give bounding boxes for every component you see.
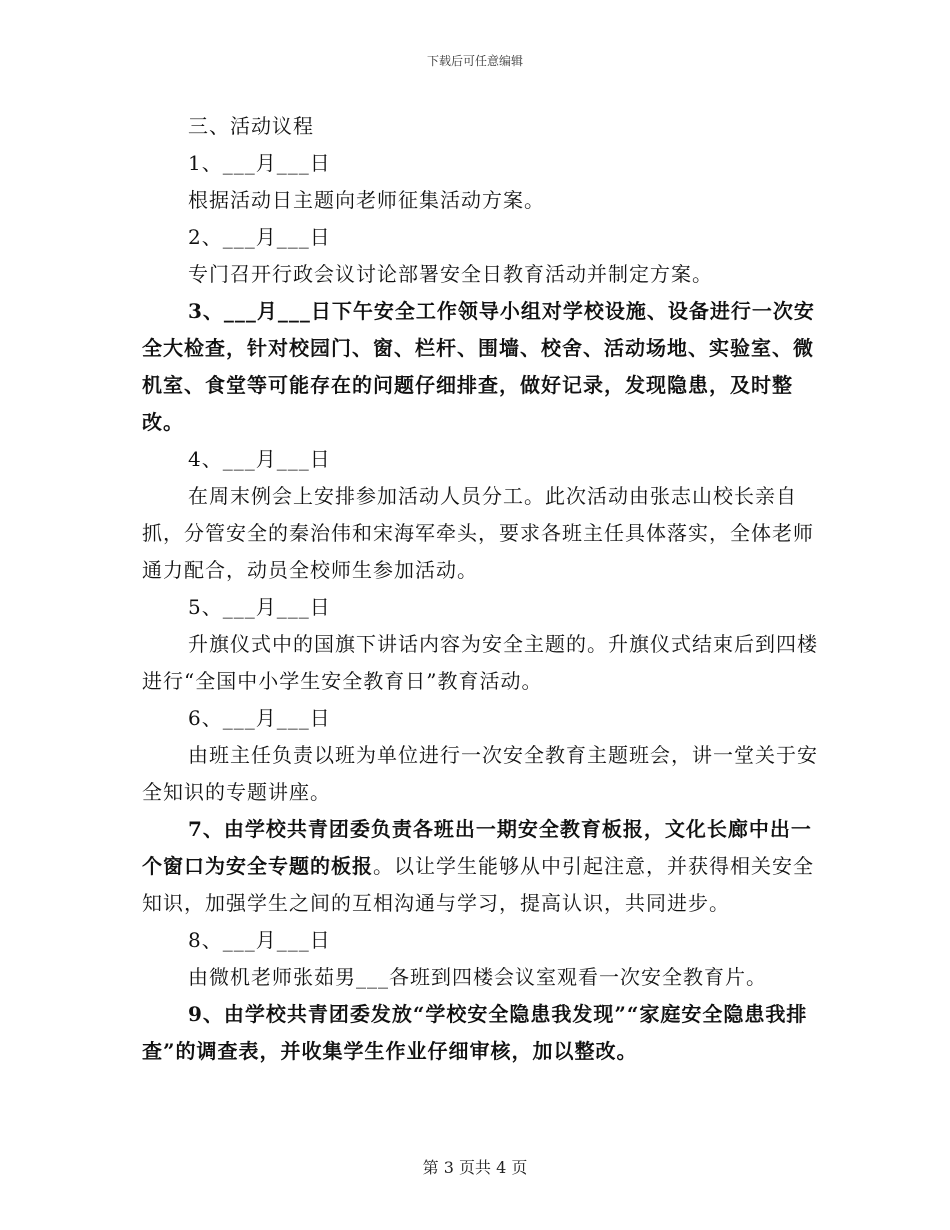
- item-6-desc: 由班主任负责以班为单位进行一次安全教育主题班会，讲一堂关于安全知识的专题讲座。: [142, 743, 818, 804]
- document-body: [142, 108, 828, 1070]
- item-1-date: 1、___月___日: [188, 151, 331, 175]
- item-9-paragraph: 9、由学校共青团委发放“学校安全隐患我发现”“家庭安全隐患我排查”的调查表，并收集学生作业仔细审核，加以整改。: [142, 1002, 808, 1063]
- item-8-desc: 由微机老师张茹男___各班到四楼会议室观看一次安全教育片。: [188, 965, 767, 989]
- page-header: 下载后可任意编辑: [426, 54, 523, 68]
- item-4-date: 4、___月___日: [188, 447, 331, 471]
- item-2-date: 2、___月___日: [188, 225, 331, 249]
- item-2-desc: 专门召开行政会议讨论部署安全日教育活动并制定方案。: [188, 262, 713, 286]
- item-7-normal-part: 。以让学生能够从中引起注意，并获得相关安全知识，加强学生之间的互相沟通与学习，提高认识，共同进步。: [142, 854, 814, 915]
- item-5-date: 5、___月___日: [188, 595, 331, 619]
- item-3-paragraph: 3、___月___日下午安全工作领导小组对学校设施、设备进行一次安全大检查，针对校园门、窗、栏杆、围墙、校舍、活动场地、实验室、微机室、食堂等可能存在的问题仔细排查，做好记录，发现隐患，及时整改。: [142, 299, 815, 434]
- item-7-paragraph: [142, 811, 828, 922]
- item-6-date: 6、___月___日: [188, 706, 331, 730]
- item-5-desc: 升旗仪式中的国旗下讲话内容为安全主题的。升旗仪式结束后到四楼进行“全国中小学生安全教育日”教育活动。: [142, 632, 818, 693]
- item-4-desc: 在周末例会上安排参加活动人员分工。此次活动由张志山校长亲自抓，分管安全的秦治伟和宋海军牵头，要求各班主任具体落实，全体老师通力配合，动员全校师生参加活动。: [142, 484, 814, 582]
- page-footer: 第 3 页共 4 页: [422, 1158, 528, 1177]
- item-7-bold-part: 7、由学校共青团委负责各班出一期安全教育板报，文化长廊中出一个窗口为安全专题的板报: [142, 817, 812, 878]
- item-8-date: 8、___月___日: [188, 928, 331, 952]
- section-title: 三、活动议程: [188, 114, 314, 138]
- item-1-desc: 根据活动日主题向老师征集活动方案。: [188, 188, 545, 212]
